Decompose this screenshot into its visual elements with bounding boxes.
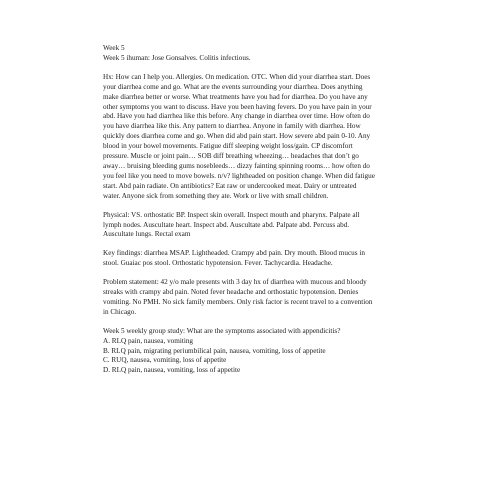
answer-option-b: B. RLQ pain, migrating periumbilical pain, nausea, vomiting, loss of appetite: [103, 346, 326, 355]
study-question: Week 5 weekly group study: What are the symptoms associated with appendicitis?: [103, 326, 341, 335]
answer-options-list: [103, 337, 375, 377]
paragraph-spacer: [103, 269, 375, 278]
physical-paragraph: Physical: VS. orthostatic BP. Inspect skin overall. Inspect mouth and pharynx. Palpate all lymph nodes. Auscultate heart. Inspect abd. Auscultate abd. Palpate abd. Percuss abd. Auscultate lungs. Rectal exam: [103, 210, 360, 239]
key-findings-paragraph: Key findings: diarrhea MSAP. Lightheaded. Crampy abd pain. Dry mouth. Blood mucus in stool. Guaiac pos stool. Orthostatic hypotension. Fever. Tachycardia. Headache.: [103, 249, 365, 268]
answer-option-d: D. RLQ pain, nausea, vomiting, loss of appetite: [103, 366, 241, 375]
week-heading: Week 5: [103, 44, 125, 52]
document-body: [103, 44, 375, 376]
case-heading: Week 5 ihuman: Jose Gonsalves. Colitis infectious.: [103, 53, 251, 62]
problem-statement-paragraph: Problem statement: 42 y/o male presents with 3 day hx of diarrhea with mucous and bloody streaks with crampy abd pain. Noted fever headache and orthostatic hypotension. Denies vomiting. No PMH. No sick family members. Only risk factor is recent travel to a convention in Chicago.: [103, 278, 373, 316]
answer-option-c: C. RUQ, nausea, vomiting, loss of appetite: [103, 356, 227, 365]
paragraph-spacer: [103, 202, 375, 211]
paragraph-spacer: [103, 64, 375, 73]
paragraph-spacer: [103, 318, 375, 327]
history-paragraph: Hx: How can I help you. Allergies. On medication. OTC. When did your diarrhea start. Does your diarrhea come and go. What are the events surrounding your diarrhea. Does anything make diarrhea better or worse. What treatments have you had for diarrhea. Do you have any other symptoms you want to discuss. Have you been having fevers. Do you have pain in your abd. Have you had diarrhea like this before. Any change in diarrhea over time. How often do you have diarrhea like this. Any pattern to diarrhea. Anyone in family with diarrhea. How quickly does diarrhea come and go. When did abd pain start. How severe abd pain 0-10. Any blood in your bowel movements. Fatigue diff sleeping weight loss/gain. CP discomfort pressure. Muscle or joint pain… SOB diff breathing wheezing… headaches that don’t go away… bruising bleeding gums nosebleeds… dizzy fainting spinning rooms… how often do you feel like you need to move bowels. n/v? lightheaded on position change. When did fatigue start. Abd pain radiate. On antibiotics? Eat raw or undercooked meat. Dairy or untreated water. Anyone sick from something they ate. Work or live with small children.: [103, 72, 375, 200]
answer-option-a: A. RLQ pain, nausea, vomiting: [103, 336, 194, 345]
paragraph-spacer: [103, 240, 375, 249]
